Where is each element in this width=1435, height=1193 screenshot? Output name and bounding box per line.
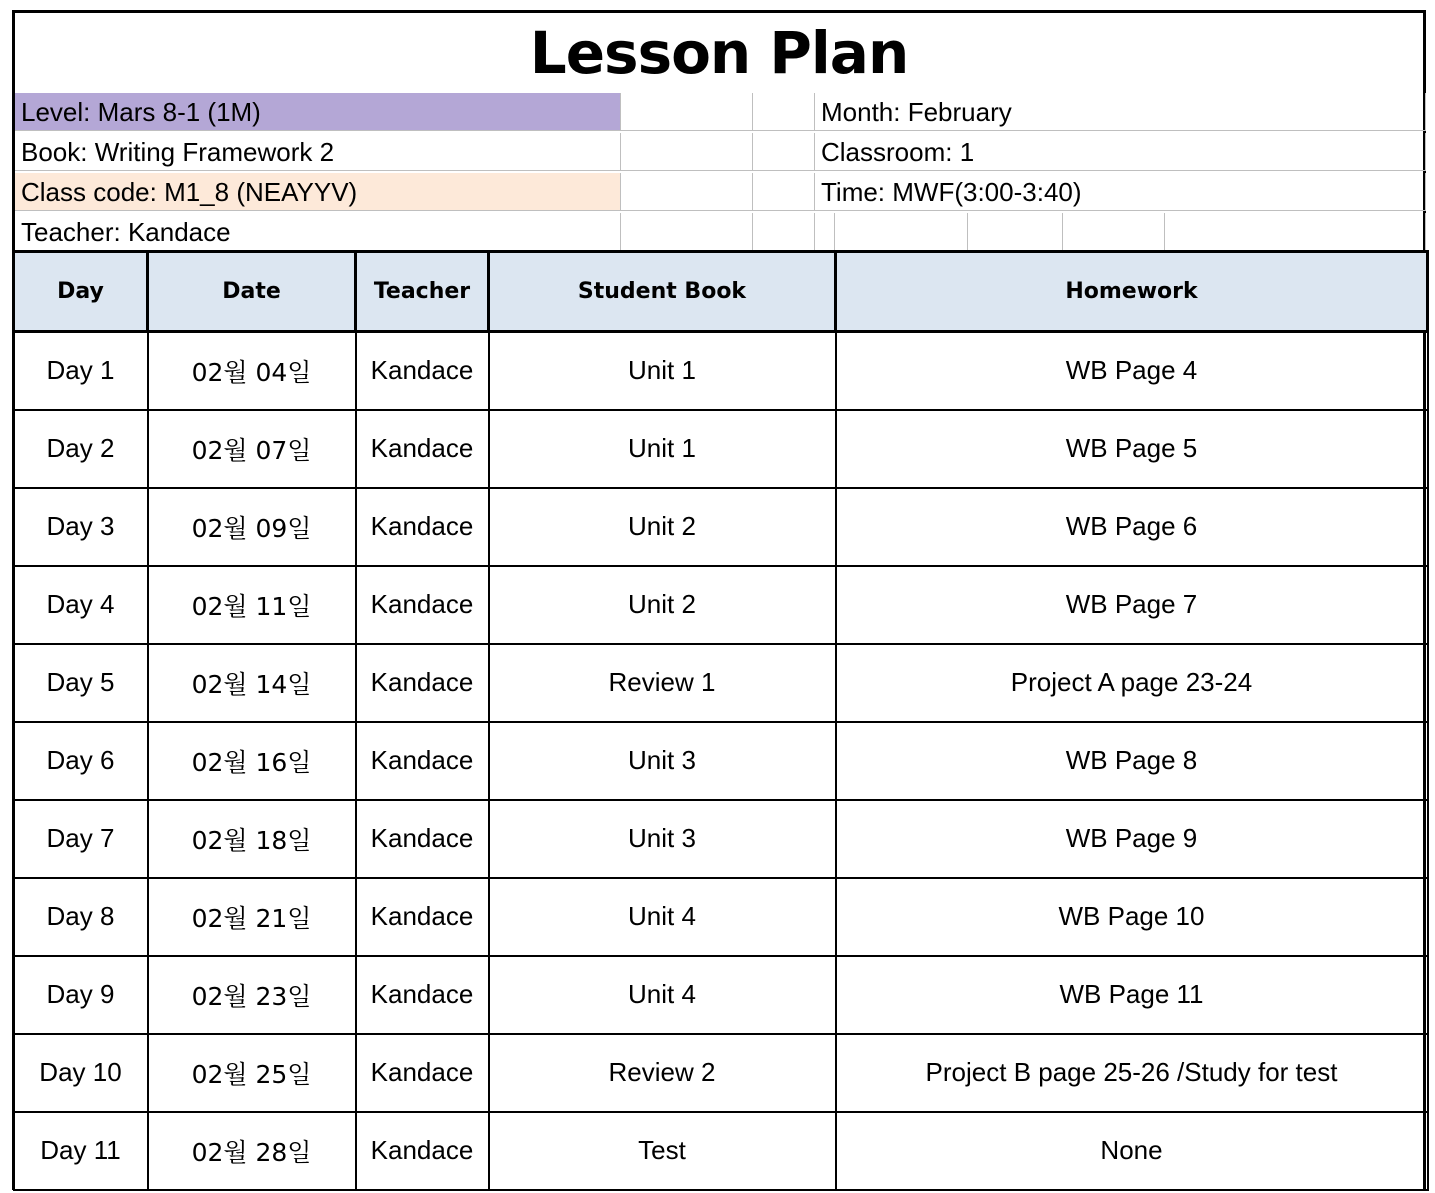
table-row <box>14 644 1428 722</box>
student-book-cell[interactable]: Unit 4 <box>489 878 836 956</box>
date-cell[interactable]: 02월 11일 <box>148 566 356 644</box>
teacher-cell[interactable]: Kandace <box>356 1034 489 1112</box>
empty-cell[interactable] <box>835 213 968 251</box>
homework-cell[interactable]: WB Page 8 <box>836 722 1428 800</box>
teacher-cell[interactable]: Kandace <box>356 1112 489 1190</box>
empty-cell[interactable] <box>753 173 815 211</box>
teacher-cell[interactable]: Kandace <box>356 410 489 488</box>
book-cell[interactable]: Book: Writing Framework 2 <box>15 133 621 171</box>
time-cell[interactable]: Time: MWF(3:00-3:40) <box>815 173 1426 211</box>
table-row <box>14 800 1428 878</box>
day-cell[interactable]: Day 11 <box>14 1112 148 1190</box>
empty-cell[interactable] <box>968 213 1063 251</box>
homework-cell[interactable]: WB Page 11 <box>836 956 1428 1034</box>
date-cell[interactable]: 02월 09일 <box>148 488 356 566</box>
class-code-cell[interactable]: Class code: M1_8 (NEAYYV) <box>15 173 621 211</box>
table-row <box>14 956 1428 1034</box>
day-cell[interactable]: Day 4 <box>14 566 148 644</box>
empty-cell[interactable] <box>815 213 835 251</box>
student-book-cell[interactable]: Review 1 <box>489 644 836 722</box>
teacher-cell[interactable]: Teacher: Kandace <box>15 213 621 251</box>
student-book-cell[interactable]: Unit 1 <box>489 332 836 410</box>
homework-cell[interactable]: WB Page 7 <box>836 566 1428 644</box>
table-row <box>14 410 1428 488</box>
empty-cell[interactable] <box>753 133 815 171</box>
classroom-cell[interactable]: Classroom: 1 <box>815 133 1426 171</box>
empty-cell[interactable] <box>621 173 753 211</box>
empty-cell[interactable] <box>753 213 815 251</box>
date-cell[interactable]: 02월 21일 <box>148 878 356 956</box>
table-row <box>14 1034 1428 1112</box>
lesson-plan-sheet <box>12 10 1430 1190</box>
day-cell[interactable]: Day 2 <box>14 410 148 488</box>
date-cell[interactable]: 02월 07일 <box>148 410 356 488</box>
info-row-class-code <box>15 173 1423 211</box>
student-book-cell[interactable]: Review 2 <box>489 1034 836 1112</box>
info-row-level <box>15 93 1423 131</box>
table-header-row <box>14 252 1428 332</box>
date-cell[interactable]: 02월 04일 <box>148 332 356 410</box>
student-book-cell[interactable]: Test <box>489 1112 836 1190</box>
table-row <box>14 332 1428 410</box>
date-cell[interactable]: 02월 28일 <box>148 1112 356 1190</box>
teacher-cell[interactable]: Kandace <box>356 566 489 644</box>
day-cell[interactable]: Day 5 <box>14 644 148 722</box>
date-cell[interactable]: 02월 18일 <box>148 800 356 878</box>
homework-cell[interactable]: WB Page 6 <box>836 488 1428 566</box>
table-row <box>14 1112 1428 1190</box>
homework-cell[interactable]: Project A page 23-24 <box>836 644 1428 722</box>
teacher-cell[interactable]: Kandace <box>356 878 489 956</box>
teacher-cell[interactable]: Kandace <box>356 722 489 800</box>
date-cell[interactable]: 02월 25일 <box>148 1034 356 1112</box>
teacher-cell[interactable]: Kandace <box>356 332 489 410</box>
student-book-cell[interactable]: Unit 2 <box>489 566 836 644</box>
month-cell[interactable]: Month: February <box>815 93 1426 131</box>
empty-cell[interactable] <box>621 213 753 251</box>
empty-cell[interactable] <box>1063 213 1165 251</box>
table-row <box>14 488 1428 566</box>
day-cell[interactable]: Day 10 <box>14 1034 148 1112</box>
table-row <box>14 722 1428 800</box>
homework-cell[interactable]: WB Page 4 <box>836 332 1428 410</box>
day-cell[interactable]: Day 3 <box>14 488 148 566</box>
empty-cell[interactable] <box>1165 213 1426 251</box>
table-row <box>14 878 1428 956</box>
day-cell[interactable]: Day 9 <box>14 956 148 1034</box>
empty-cell[interactable] <box>621 93 753 131</box>
header-homework[interactable]: Homework <box>836 252 1428 332</box>
header-date[interactable]: Date <box>148 252 356 332</box>
day-cell[interactable]: Day 8 <box>14 878 148 956</box>
homework-cell[interactable]: None <box>836 1112 1428 1190</box>
homework-cell[interactable]: Project B page 25-26 /Study for test <box>836 1034 1428 1112</box>
student-book-cell[interactable]: Unit 3 <box>489 722 836 800</box>
empty-cell[interactable] <box>753 93 815 131</box>
student-book-cell[interactable]: Unit 3 <box>489 800 836 878</box>
student-book-cell[interactable]: Unit 1 <box>489 410 836 488</box>
info-row-book <box>15 133 1423 171</box>
homework-cell[interactable]: WB Page 5 <box>836 410 1428 488</box>
teacher-cell[interactable]: Kandace <box>356 644 489 722</box>
day-cell[interactable]: Day 7 <box>14 800 148 878</box>
table-row <box>14 566 1428 644</box>
header-teacher[interactable]: Teacher <box>356 252 489 332</box>
day-cell[interactable]: Day 1 <box>14 332 148 410</box>
day-cell[interactable]: Day 6 <box>14 722 148 800</box>
lesson-table <box>12 250 1429 1191</box>
teacher-cell[interactable]: Kandace <box>356 956 489 1034</box>
level-cell[interactable]: Level: Mars 8-1 (1M) <box>15 93 621 131</box>
header-student-book[interactable]: Student Book <box>489 252 836 332</box>
date-cell[interactable]: 02월 14일 <box>148 644 356 722</box>
student-book-cell[interactable]: Unit 2 <box>489 488 836 566</box>
header-day[interactable]: Day <box>14 252 148 332</box>
teacher-cell[interactable]: Kandace <box>356 488 489 566</box>
homework-cell[interactable]: WB Page 9 <box>836 800 1428 878</box>
teacher-cell[interactable]: Kandace <box>356 800 489 878</box>
info-row-teacher <box>15 213 1423 251</box>
date-cell[interactable]: 02월 23일 <box>148 956 356 1034</box>
date-cell[interactable]: 02월 16일 <box>148 722 356 800</box>
student-book-cell[interactable]: Unit 4 <box>489 956 836 1034</box>
empty-cell[interactable] <box>621 133 753 171</box>
page-title: Lesson Plan <box>529 19 909 87</box>
homework-cell[interactable]: WB Page 10 <box>836 878 1428 956</box>
